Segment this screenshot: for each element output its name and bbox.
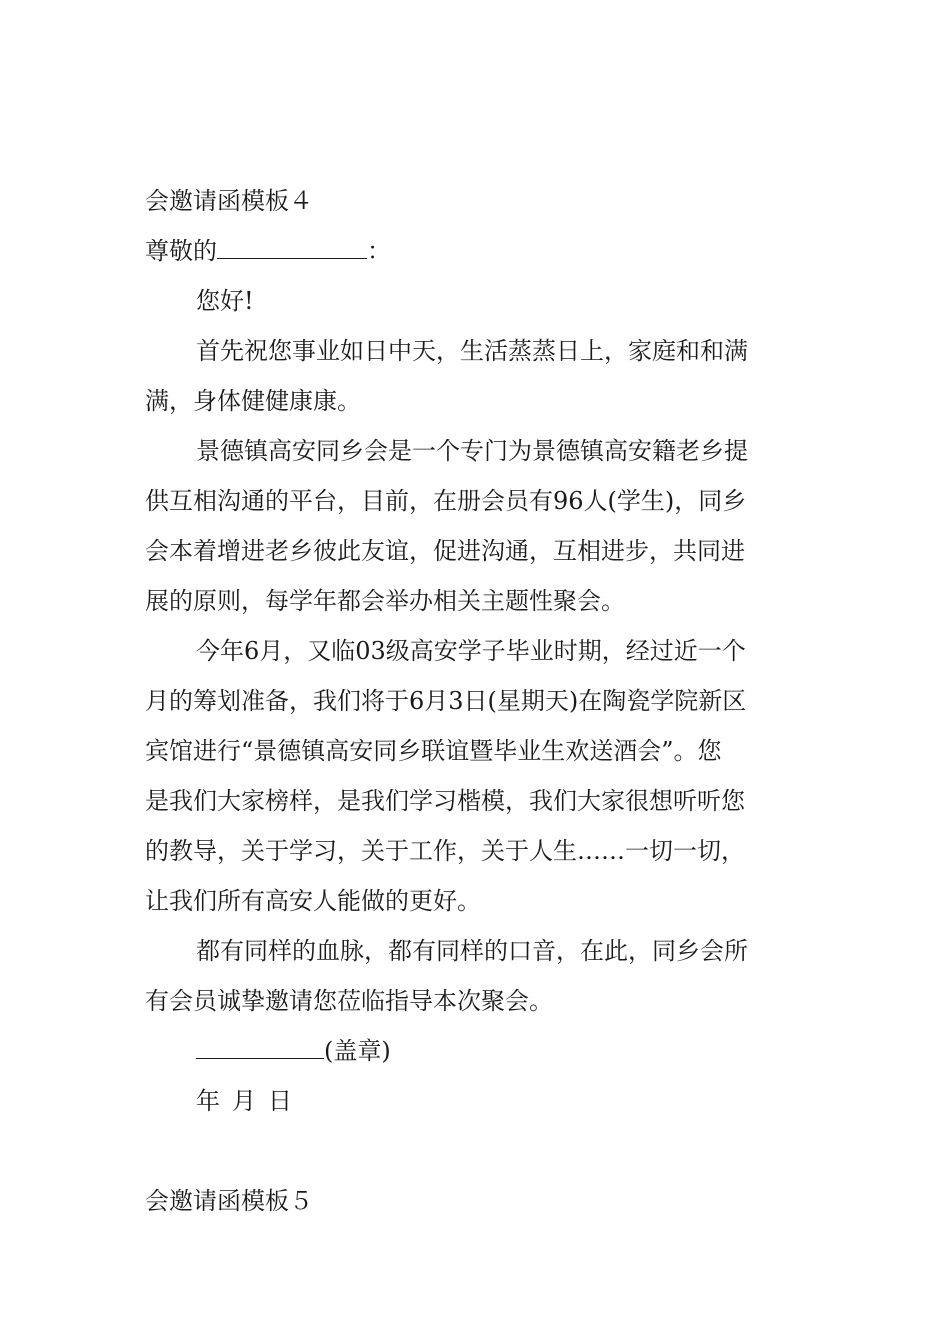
date-month-label: 月 xyxy=(232,1087,256,1115)
section-4-title: 会邀请函模板４ xyxy=(145,187,313,215)
seal-line xyxy=(196,1036,391,1066)
para2-line-3: 会本着增进老乡彼此友谊，促进沟通，互相进步，共同进 xyxy=(145,537,745,565)
date-year-label: 年 xyxy=(196,1087,220,1115)
para2-line-1: 景德镇高安同乡会是一个专门为景德镇高安籍老乡提 xyxy=(196,437,748,465)
para1-line-1: 首先祝您事业如日中天，生活蒸蒸日上，家庭和和满 xyxy=(196,337,748,365)
recipient-blank xyxy=(217,236,367,259)
para3-line-5: 的教导，关于学习，关于工作，关于人生……一切一切， xyxy=(145,837,745,865)
date-line xyxy=(196,1086,292,1116)
salutation-line xyxy=(145,236,391,266)
salutation-prefix: 尊敬的 xyxy=(145,237,217,265)
para2-line-4: 展的原则，每学年都会举办相关主题性聚会。 xyxy=(145,587,625,615)
para4-line-1: 都有同样的血脉，都有同样的口音，在此，同乡会所 xyxy=(196,937,748,965)
para3-line-2: 月的筹划准备，我们将于6月3日(星期天)在陶瓷学院新区 xyxy=(145,687,747,715)
para3-line-4: 是我们大家榜样，是我们学习楷模，我们大家很想听听您 xyxy=(145,787,745,815)
section-5-title: 会邀请函模板５ xyxy=(145,1187,313,1215)
para3-line-3: 宾馆进行“景德镇高安同乡联谊暨毕业生欢送酒会”。您 xyxy=(145,737,722,765)
salutation-suffix: ： xyxy=(367,237,391,265)
para2-line-2: 供互相沟通的平台，目前，在册会员有96人(学生)，同乡 xyxy=(145,487,747,515)
para4-line-2: 有会员诚挚邀请您莅临指导本次聚会。 xyxy=(145,987,553,1015)
para1-line-2: 满，身体健健康康。 xyxy=(145,387,361,415)
seal-blank xyxy=(196,1036,324,1059)
para3-line-1: 今年6月，又临03级高安学子毕业时期，经过近一个 xyxy=(196,637,746,665)
greeting: 您好! xyxy=(196,287,254,315)
para3-line-6: 让我们所有高安人能做的更好。 xyxy=(145,887,481,915)
seal-label: (盖章) xyxy=(324,1037,391,1065)
date-day-label: 日 xyxy=(268,1087,292,1115)
